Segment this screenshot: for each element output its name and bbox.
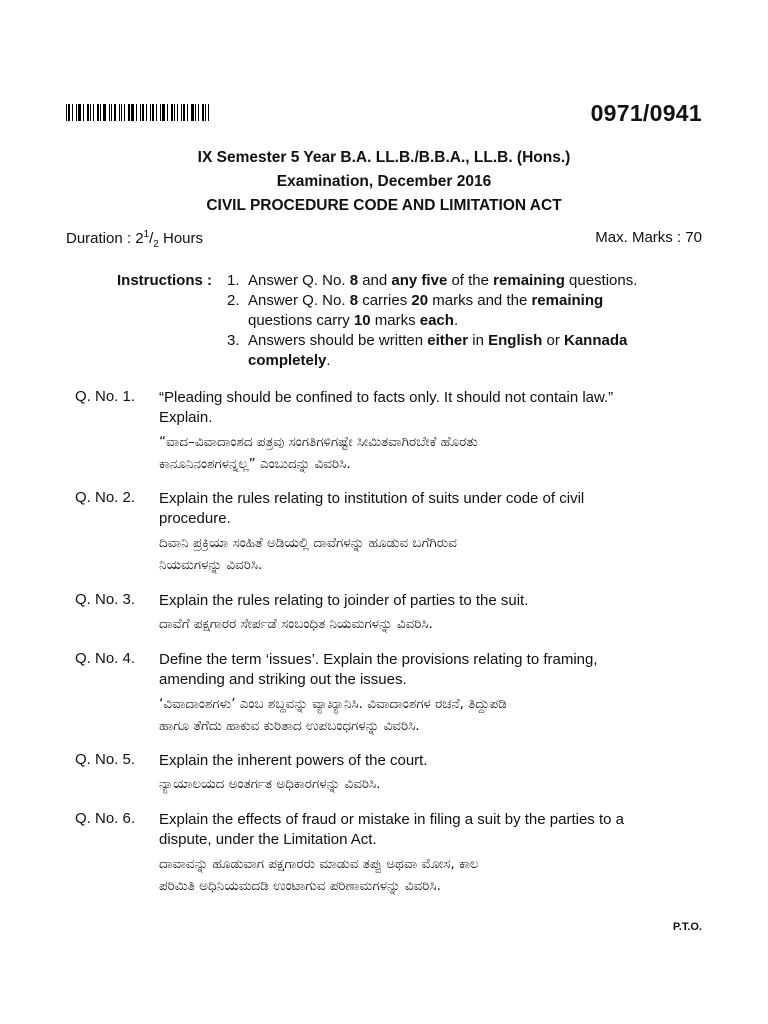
barcode-bar (208, 104, 209, 121)
exam-meta (66, 229, 702, 250)
barcode-bar (202, 104, 204, 121)
header-line-2: Examination, December 2016 (276, 173, 492, 190)
barcode-bar (150, 104, 151, 121)
barcode-bar (114, 104, 116, 121)
question-text-english: Explain the inherent powers of the court. (159, 752, 428, 769)
question-text-english: Define the term ‘issues’. Explain the provisions relating to framing, amending and striking out the issues. (159, 651, 598, 688)
barcode-bar (72, 104, 73, 121)
question-text-kannada-line2: ಕಾನೂನಿನಂಶಗಳನ್ನಲ್ಲ” ಎಂಬುದನ್ನು ವಿವರಿಸಿ. (159, 456, 351, 472)
barcode-bar (93, 104, 94, 121)
question-number: Q. No. 2. (75, 489, 136, 506)
question-text-english: “Pleading should be confined to facts only. It should not contain law.” Explain. (159, 389, 614, 426)
barcode-bar (167, 104, 168, 121)
question-text-kannada-line1: ದಿವಾನಿ ಪ್ರಕ್ರಿಯಾ ಸಂಹಿತೆ ಅಡಿಯಲ್ಲಿ ದಾವೆಗಳನ್ನು ಹೂಡುವ ಬಗೆಗಿರುವ (159, 535, 457, 551)
barcode (66, 104, 212, 121)
barcode-bar (83, 104, 84, 121)
barcode-bar (109, 104, 110, 121)
question-number: Q. No. 1. (75, 388, 136, 405)
question-number: Q. No. 3. (75, 591, 136, 608)
header-line-1: IX Semester 5 Year B.A. LL.B./B.B.A., LL.B. (Hons.) (197, 149, 571, 166)
barcode-bar (90, 104, 91, 121)
question-text-english: Explain the rules relating to institution of suits under code of civil procedure. (159, 490, 585, 527)
barcode-bar (146, 104, 147, 121)
barcode-bar (174, 104, 175, 121)
barcode-bar (152, 104, 154, 121)
barcode-bar (100, 104, 101, 121)
barcode-bar (128, 104, 130, 121)
barcode-bar (191, 104, 194, 121)
barcode-bar (195, 104, 196, 121)
barcode-bar (119, 104, 120, 121)
barcode-bar (162, 104, 165, 121)
barcode-bar (66, 104, 67, 121)
barcode-bar (131, 104, 134, 121)
question-text-kannada-line2: ನಿಯಮಗಳನ್ನು ವಿವರಿಸಿ. (159, 557, 263, 573)
question-text-english: Explain the rules relating to joinder of parties to the suit. (159, 592, 529, 609)
question-text-kannada-line1: ದಾವೆಗೆ ಪಕ್ಷಗಾರರ ಸೇರ್ಪಡೆ ಸಂಬಂಧಿತ ನಿಯಮಗಳನ್ನು ವಿವರಿಸಿ. (159, 616, 433, 632)
barcode-bar (177, 104, 178, 121)
instruction-item: 2. Answer Q. No. 8 carries 20 marks and the remaining questions carry 10 marks each. (227, 292, 604, 329)
question-text-kannada-line1: ‘ವಿವಾದಾಂಶಗಳು’ ಎಂಬ ಶಬ್ದವನ್ನು ವ್ಯಾಖ್ಯಾನಿಸಿ. ವಿವಾದಾಂಶಗಳ ರಚನೆ, ತಿದ್ದುಪಡಿ (159, 696, 507, 712)
instruction-item: 1. Answer Q. No. 8 and any five of the remaining questions. (227, 272, 638, 289)
question-text-kannada-line2: ಪರಿಮಿತಿ ಅಧಿನಿಯಮದಡಿ ಉಂಟಾಗುವ ಪರಿಣಾಮಗಳನ್ನು ವಿವರಿಸಿ. (159, 878, 441, 894)
barcode-bar (181, 104, 182, 121)
barcode-bar (140, 104, 141, 121)
exam-header (0, 146, 768, 218)
question-number: Q. No. 6. (75, 810, 136, 827)
header-line-3: CIVIL PROCEDURE CODE AND LIMITATION ACT (206, 197, 562, 214)
barcode-bar (121, 104, 122, 121)
barcode-bar (103, 104, 106, 121)
paper-code: 0971/0941 (590, 100, 702, 126)
barcode-bar (97, 104, 99, 121)
question-text-kannada-line1: “ವಾದ–ವಿವಾದಾಂಶದ ಪತ್ರವು ಸಂಗತಿಗಳಿಗಷ್ಟೇ ಸೀಮಿತವಾಗಿರಬೇಕೆ ಹೊರತು (159, 434, 478, 450)
barcode-bar (124, 104, 125, 121)
duration: Duration : $2^1/_2$ Hours (66, 229, 204, 250)
max-marks: Max. Marks : 70 (595, 229, 702, 246)
barcode-bar (160, 104, 161, 121)
barcode-bar (111, 104, 112, 121)
barcode-bar (156, 104, 157, 121)
barcode-bar (183, 104, 185, 121)
question-text-kannada-line1: ದಾವಾವನ್ನು ಹೂಡುವಾಗ ಪಕ್ಷಗಾರರು ಮಾಡುವ ತಪ್ಪು ಅಥವಾ ಮೋಸ, ಕಾಲ (159, 856, 479, 872)
question-number: Q. No. 5. (75, 751, 136, 768)
barcode-bar (68, 104, 70, 121)
question-text-kannada-line2: ಹಾಗೂ ತೆಗೆದು ಹಾಕುವ ಕುರಿತಾದ ಉಪಬಂಧಗಳನ್ನು ವಿವರಿಸಿ. (159, 718, 420, 734)
barcode-bar (142, 104, 144, 121)
question-text-kannada-line1: ನ್ಯಾಯಾಲಯದ ಅಂತರ್ಗತ ಅಧಿಕಾರಗಳನ್ನು ವಿವರಿಸಿ. (159, 776, 381, 792)
page-turn-over: P.T.O. (672, 921, 702, 933)
barcode-bar (136, 104, 137, 121)
question-number: Q. No. 4. (75, 650, 136, 667)
barcode-bar (78, 104, 81, 121)
barcode-bar (205, 104, 206, 121)
barcode-bar (171, 104, 173, 121)
barcode-bar (76, 104, 77, 121)
barcode-bar (187, 104, 188, 121)
barcode-bar (198, 104, 199, 121)
instruction-item: 3. Answers should be written either in English or Kannada completely. (227, 332, 628, 369)
barcode-bar (87, 104, 89, 121)
question-text-english: Explain the effects of fraud or mistake in filing a suit by the parties to a dispute, under the Limitation Act. (159, 811, 624, 848)
instructions-list (227, 271, 697, 371)
instructions-label: Instructions : (117, 272, 213, 289)
